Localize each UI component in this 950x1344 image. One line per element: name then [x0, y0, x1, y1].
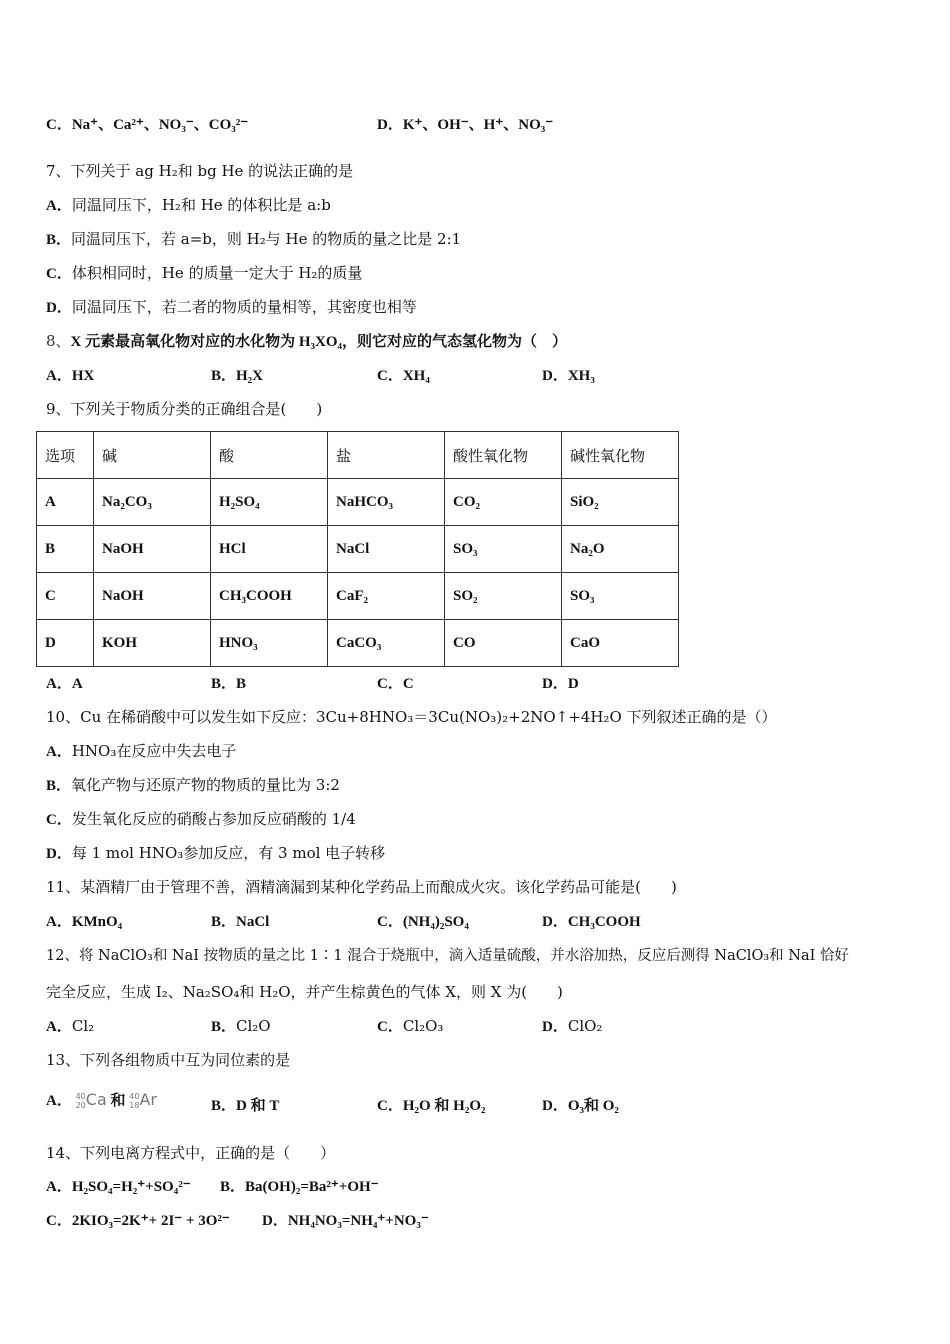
q10-stem: 10、Cu 在稀硝酸中可以发生如下反应：3Cu+8HNO₃＝3Cu(NO₃)₂+2NO↑+4H₂O 下列叙述正确的是（）	[46, 708, 777, 726]
q11-option-c: C．(NH₄)₂SO₄	[377, 914, 469, 930]
q8-option-b: B．H₂X	[211, 368, 264, 384]
table-cell: HNO₃	[211, 620, 328, 667]
q8-stem: 8、X 元素最高氧化物对应的水化物为 H₃XO₄，则它对应的气态氢化物为（ ）	[46, 332, 568, 350]
q13-option-a: A． 40 20Ca 和 40 18Ar	[46, 1090, 157, 1110]
table-cell: B	[37, 526, 94, 573]
table-row	[37, 620, 679, 667]
table-cell: HCl	[211, 526, 328, 573]
q6-option-c	[46, 115, 248, 135]
q7-option-c: C．体积相同时，He 的质量一定大于 H₂的质量	[46, 264, 363, 282]
table-cell: SO₂	[445, 573, 562, 620]
table-row	[37, 526, 679, 573]
q10-option-a: A．HNO₃在反应中失去电子	[46, 742, 237, 760]
q10-option-d: D．每 1 mol HNO₃参加反应，有 3 mol 电子转移	[46, 844, 386, 862]
table-cell: A	[37, 479, 94, 526]
table-cell: NaHCO₃	[328, 479, 445, 526]
q12-option-c: C．Cl₂O₃	[377, 1017, 444, 1035]
q14-option-a: A．H₂SO₄=H₂⁺+SO₄²⁻	[46, 1179, 191, 1195]
q8-option-d: D．XH₃	[542, 368, 595, 384]
q11-option-b: B．NaCl	[211, 914, 270, 930]
table-cell: KOH	[94, 620, 211, 667]
q7-option-b: B．同温同压下，若 a=b，则 H₂与 He 的物质的量之比是 2:1	[46, 230, 462, 248]
option-text: K⁺、OH⁻、H⁺、NO₃⁻	[402, 117, 554, 133]
table-cell: Na₂CO₃	[94, 479, 211, 526]
table-cell: NaOH	[94, 526, 211, 573]
classification-table	[36, 431, 679, 667]
table-header-row	[37, 432, 679, 479]
q9-option-b: B．B	[211, 676, 247, 692]
q13-option-c: C．H₂O 和 H₂O₂	[377, 1098, 486, 1114]
q12-stem-line2: 完全反应，生成 I₂、Na₂SO₄和 H₂O，并产生棕黄色的气体 X，则 X 为( )	[46, 983, 563, 1001]
q11-option-d: D．CH₃COOH	[542, 914, 641, 930]
q8-option-a: A．HX	[46, 368, 95, 384]
option-label: D．	[377, 117, 403, 133]
q12-option-d: D．ClO₂	[542, 1017, 603, 1035]
table-header-cell: 选项	[37, 432, 94, 479]
isotope-ar-40: 40 18Ar	[129, 1090, 157, 1110]
table-cell: SO₃	[562, 573, 679, 620]
q11-stem: 11、某酒精厂由于管理不善，酒精滴漏到某种化学药品上而酿成火灾。该化学药品可能是( )	[46, 878, 677, 896]
table-cell: NaOH	[94, 573, 211, 620]
table-cell: NaCl	[328, 526, 445, 573]
q7-option-d: D．同温同压下，若二者的物质的量相等，其密度也相等	[46, 298, 417, 316]
q9-option-d: D．D	[542, 676, 579, 692]
q14-option-b: B．Ba(OH)₂=Ba²⁺+OH⁻	[220, 1179, 379, 1195]
q12-option-a: A．Cl₂	[46, 1017, 95, 1035]
table-header-cell: 酸	[211, 432, 328, 479]
q14-stem: 14、下列电离方程式中，正确的是（ ）	[46, 1144, 336, 1162]
table-header-cell: 盐	[328, 432, 445, 479]
table-cell: D	[37, 620, 94, 667]
table-cell: CaF₂	[328, 573, 445, 620]
table-cell: CaCO₃	[328, 620, 445, 667]
table-row	[37, 479, 679, 526]
table-cell: CO₂	[445, 479, 562, 526]
q6-option-d	[377, 115, 553, 135]
q11-option-a: A．KMnO₄	[46, 914, 123, 930]
q12-stem-line1: 12、将 NaClO₃和 NaI 按物质的量之比 1∶1 混合于烧瓶中，滴入适量硫酸，并水浴加热，反应后测得 NaClO₃和 NaI 恰好	[46, 948, 849, 964]
option-text: Na⁺、Ca²⁺、NO₃⁻、CO₃²⁻	[71, 117, 249, 133]
q7-stem: 7、下列关于 ag H₂和 bg He 的说法正确的是	[46, 162, 354, 180]
table-cell: C	[37, 573, 94, 620]
table-row	[37, 573, 679, 620]
table-cell: SiO₂	[562, 479, 679, 526]
q9-option-c: C．C	[377, 676, 414, 692]
q12-option-b: B．Cl₂O	[211, 1017, 271, 1035]
q14-option-c: C．2KIO₃=2K⁺+ 2I⁻ + 3O²⁻	[46, 1213, 230, 1229]
q9-option-a: A．A	[46, 676, 83, 692]
q13-stem: 13、下列各组物质中互为同位素的是	[46, 1051, 291, 1069]
table-header-cell: 碱	[94, 432, 211, 479]
q10-option-b: B．氧化产物与还原产物的物质的量比为 3:2	[46, 776, 340, 794]
q10-option-c: C．发生氧化反应的硝酸占参加反应硝酸的 1/4	[46, 810, 356, 828]
q13-option-d: D．O₃和 O₂	[542, 1098, 619, 1114]
q13-option-b: B．D 和 T	[211, 1098, 280, 1114]
option-label: C．	[46, 117, 72, 133]
table-cell: CaO	[562, 620, 679, 667]
q8-option-c: C．XH₄	[377, 368, 430, 384]
q9-stem: 9、下列关于物质分类的正确组合是( )	[46, 400, 323, 418]
table-cell: CH₃COOH	[211, 573, 328, 620]
table-header-cell: 酸性氧化物	[445, 432, 562, 479]
table-cell: H₂SO₄	[211, 479, 328, 526]
table-cell: CO	[445, 620, 562, 667]
table-cell: Na₂O	[562, 526, 679, 573]
isotope-ca-40: 40 20Ca	[75, 1090, 107, 1110]
q14-option-d: D．NH₄NO₃=NH₄⁺+NO₃⁻	[262, 1213, 429, 1229]
q7-option-a: A．同温同压下，H₂和 He 的体积比是 a:b	[46, 196, 331, 214]
table-cell: SO₃	[445, 526, 562, 573]
table-header-cell: 碱性氧化物	[562, 432, 679, 479]
